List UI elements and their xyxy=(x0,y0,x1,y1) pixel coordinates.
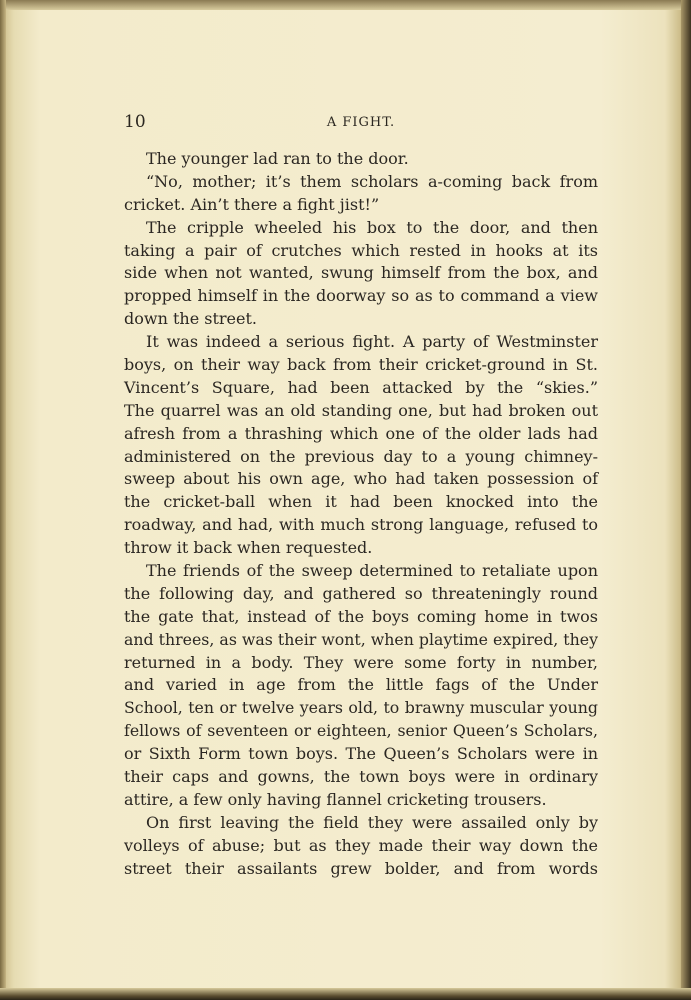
text-line: sweep about his own age, who had taken possession of xyxy=(124,469,598,489)
text-line: The quarrel was an old standing one, but had broken out xyxy=(124,400,598,420)
page-header xyxy=(124,112,598,136)
page-left-edge xyxy=(0,0,6,1000)
text-line: cricket. Ain’t there a fight jist!” xyxy=(124,194,380,214)
text-line: the following day, and gathered so threateningly round xyxy=(124,583,598,603)
page-top-edge xyxy=(0,0,691,10)
text-line: street their assailants grew bolder, and from words xyxy=(124,858,598,878)
text-line: roadway, and had, with much strong language, refused to xyxy=(124,515,598,535)
text-line: propped himself in the doorway so as to command a view xyxy=(124,286,598,306)
text-line: “No, mother; it’s them scholars a-coming back from xyxy=(146,171,598,191)
text-line: the gate that, instead of the boys coming home in twos xyxy=(124,606,598,626)
text-line: and threes, as was their wont, when playtime expired, they xyxy=(124,629,598,649)
page-number: 10 xyxy=(124,112,146,132)
text-line: boys, on their way back from their cricket-ground in St. xyxy=(124,355,598,375)
page-bottom-edge xyxy=(0,988,691,1000)
text-line: and varied in age from the little fags of the Under xyxy=(124,675,598,695)
text-line: afresh from a thrashing which one of the older lads had xyxy=(124,423,598,443)
running-head: A FIGHT. xyxy=(326,115,396,130)
text-line: The friends of the sweep determined to retaliate upon xyxy=(146,561,598,581)
text-line: throw it back when requested. xyxy=(124,538,373,558)
body-text xyxy=(124,148,598,881)
text-line: down the street. xyxy=(124,309,257,329)
text-line: taking a pair of crutches which rested in hooks at its xyxy=(124,240,598,260)
text-line: returned in a body. They were some forty in number, xyxy=(124,652,598,672)
text-line: administered on the previous day to a young chimney- xyxy=(124,446,598,466)
text-line: their caps and gowns, the town boys were in ordinary xyxy=(124,767,598,787)
text-line: or Sixth Form town boys. The Queen’s Scholars were in xyxy=(124,744,598,764)
text-line: side when not wanted, swung himself from the box, and xyxy=(124,263,598,283)
text-line: School, ten or twelve years old, to brawny muscular young xyxy=(124,698,598,718)
text-line: On first leaving the field they were assailed only by xyxy=(146,812,598,832)
text-line: fellows of seventeen or eighteen, senior Queen’s Scholars, xyxy=(124,721,598,741)
book-binding-edge xyxy=(681,0,691,1000)
text-line: Vincent’s Square, had been attacked by the “skies.” xyxy=(124,377,598,397)
text-line: attire, a few only having flannel cricketing trousers. xyxy=(124,789,547,809)
text-line: The cripple wheeled his box to the door, and then xyxy=(146,217,598,237)
text-line: It was indeed a serious fight. A party of Westminster xyxy=(146,332,598,352)
text-line: volleys of abuse; but as they made their way down the xyxy=(124,835,598,855)
text-line: the cricket-ball when it had been knocked into the xyxy=(124,492,598,512)
text-line: The younger lad ran to the door. xyxy=(146,149,409,168)
